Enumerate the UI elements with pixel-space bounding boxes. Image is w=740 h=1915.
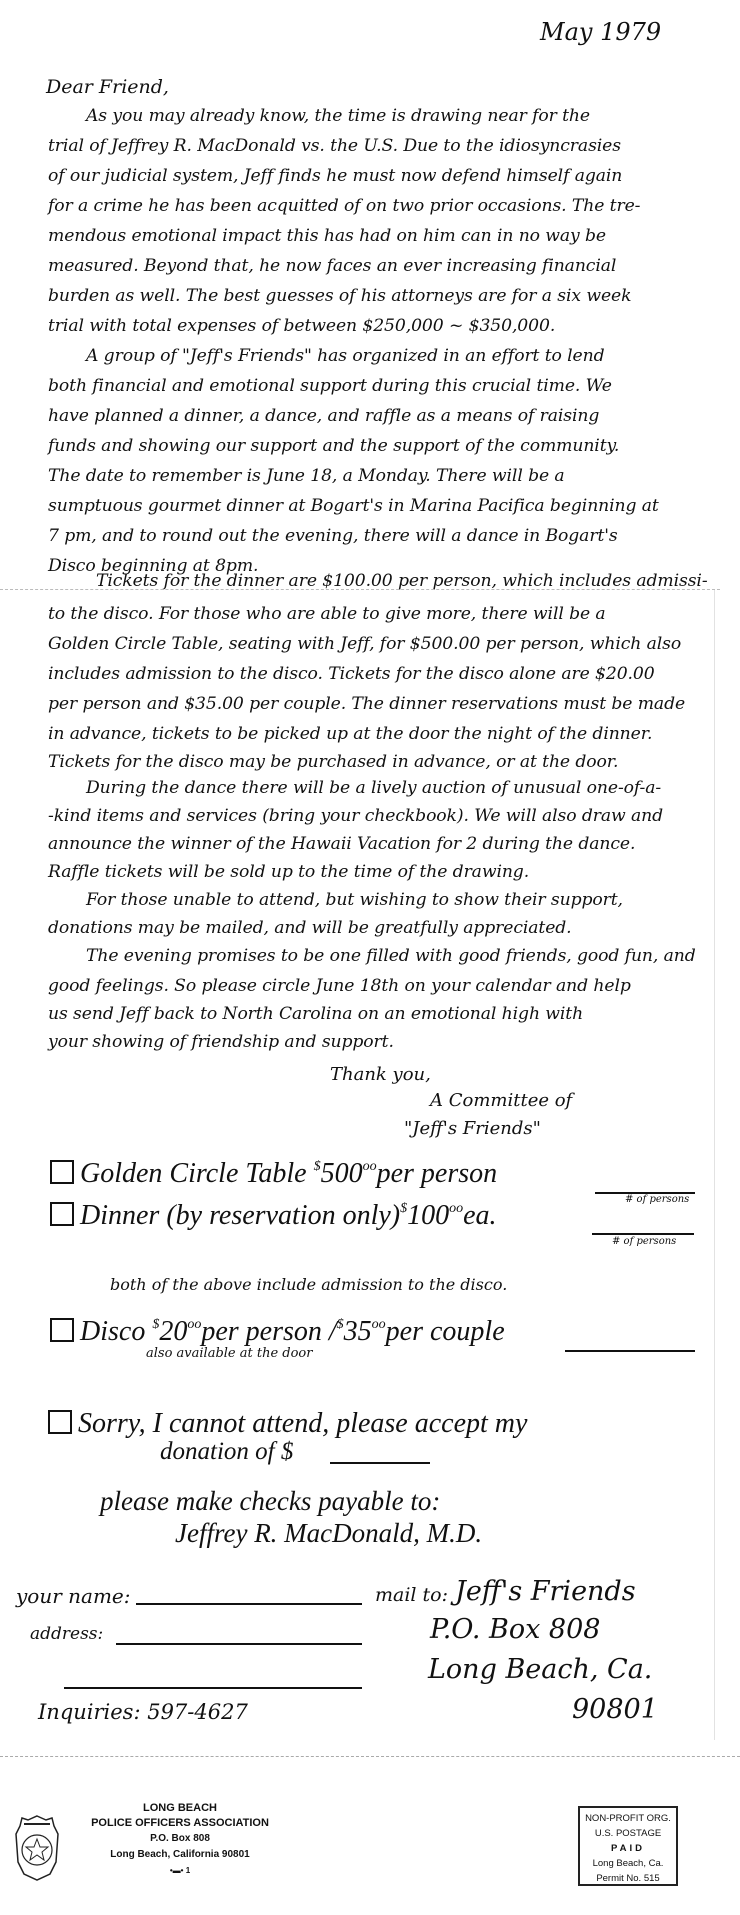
disco-price-person: 20 — [159, 1316, 188, 1347]
letter-line: trial of Jeffrey R. MacDonald vs. the U.S. Due to the idiosyncrasies — [48, 136, 621, 156]
inquiries-phone: Inquiries: 597-4627 — [38, 1700, 248, 1724]
letter-line: trial with total expenses of between $250,000 ~ $350,000. — [48, 316, 556, 336]
address-label: address: — [30, 1624, 104, 1644]
letter-line: -kind items and services (bring your checkbook). We will also draw and — [48, 806, 664, 826]
org-name-line2: POLICE OFFICERS ASSOCIATION — [91, 1817, 269, 1829]
closing-committee: A Committee of — [430, 1090, 573, 1111]
letter-line: Raffle tickets will be sold up to the time of the drawing. — [48, 862, 530, 882]
cents: oo — [362, 1159, 377, 1174]
dinner-unit: ea. — [463, 1200, 497, 1231]
dinner-option[interactable] — [50, 1200, 497, 1232]
mail-to-box: P.O. Box 808 — [430, 1614, 601, 1645]
letter-line: announce the winner of the Hawaii Vacation for 2 during the dance. — [48, 834, 636, 854]
letter-line: us send Jeff back to North Carolina on an emotional high with — [48, 1004, 584, 1024]
letter-line: For those unable to attend, but wishing to show their support, — [86, 890, 623, 910]
disco-price-couple: 35 — [343, 1316, 372, 1347]
letter-line: to the disco. For those who are able to give more, there will be a — [48, 604, 606, 624]
dinner-persons-caption: # of persons — [612, 1236, 677, 1247]
letter-line: your showing of friendship and support. — [48, 1032, 394, 1052]
address-field-1[interactable] — [116, 1643, 362, 1645]
disco-option[interactable] — [50, 1316, 505, 1348]
letter-line: A group of "Jeff's Friends" has organized in an effort to lend — [86, 346, 605, 366]
letter-line: good feelings. So please circle June 18th on your calendar and help — [48, 976, 631, 996]
closing-thanks: Thank you, — [330, 1064, 431, 1085]
letter-line: mendous emotional impact this has had on him can in no way be — [48, 226, 606, 246]
donation-amount-label: donation of $ — [160, 1438, 294, 1465]
letter-line: Disco beginning at 8pm. — [48, 556, 259, 576]
cents: oo — [187, 1317, 202, 1332]
golden-circle-persons-caption: # of persons — [625, 1194, 690, 1205]
salutation: Dear Friend, — [46, 76, 169, 98]
golden-circle-unit: per person — [376, 1158, 498, 1189]
permit-line: U.S. POSTAGE — [594, 1828, 662, 1839]
letter-line: donations may be mailed, and will be greatfully appreciated. — [48, 918, 572, 938]
org-address-box: P.O. Box 808 — [150, 1833, 210, 1844]
payable-to-label: please make checks payable to: — [100, 1486, 441, 1516]
mail-to-city: Long Beach, Ca. — [428, 1654, 653, 1685]
both-above-note: both of the above include admission to the disco. — [110, 1275, 508, 1294]
police-badge-icon — [14, 1814, 60, 1882]
disco-checkbox[interactable] — [50, 1318, 74, 1342]
letter-line: Tickets for the disco may be purchased in advance, or at the door. — [48, 752, 619, 772]
golden-circle-price: 500 — [320, 1158, 363, 1189]
golden-circle-option[interactable] — [50, 1158, 497, 1190]
mail-to-name: Jeff's Friends — [455, 1576, 636, 1607]
permit-paid: PAID — [611, 1843, 645, 1854]
mail-to-label: mail to: — [375, 1584, 449, 1606]
dollar-sign: $ — [400, 1201, 408, 1216]
disco-quantity-field[interactable] — [565, 1350, 695, 1352]
mail-to-zip: 90801 — [572, 1694, 658, 1725]
letter-line: Tickets for the dinner are $100.00 per person, which includes admissi- — [96, 571, 708, 591]
disco-label: Disco — [80, 1316, 146, 1347]
dinner-checkbox[interactable] — [50, 1202, 74, 1226]
page-edge — [714, 590, 715, 1740]
dinner-persons-field[interactable] — [592, 1233, 694, 1235]
letter-line: As you may already know, the time is drawing near for the — [86, 106, 590, 126]
payee-name: Jeffrey R. MacDonald, M.D. — [175, 1518, 483, 1548]
disco-unit-couple: per couple — [385, 1316, 505, 1347]
golden-circle-label: Golden Circle Table — [80, 1158, 307, 1189]
letter-date: May 1979 — [540, 18, 662, 46]
letter-line: burden as well. The best guesses of his attorneys are for a six week — [48, 286, 632, 306]
letter-line: Golden Circle Table, seating with Jeff, for $500.00 per person, which also — [48, 634, 682, 654]
your-name-field[interactable] — [136, 1603, 362, 1605]
letter-line: in advance, tickets to be picked up at the door the night of the dinner. — [48, 724, 653, 744]
letter-line: have planned a dinner, a dance, and raffle as a means of raising — [48, 406, 600, 426]
letter-line: The evening promises to be one filled with good friends, good fun, and — [86, 946, 696, 966]
closing-signature: "Jeff's Friends" — [404, 1118, 541, 1139]
donation-label: Sorry, I cannot attend, please accept my — [78, 1408, 528, 1439]
permit-line: Long Beach, Ca. — [592, 1858, 664, 1869]
postage-permit-box — [578, 1806, 678, 1886]
org-address-city: Long Beach, California 90801 — [110, 1849, 250, 1860]
letter-line: both financial and emotional support during this crucial time. We — [48, 376, 612, 396]
letter-line: includes admission to the disco. Tickets for the disco alone are $20.00 — [48, 664, 655, 684]
dinner-price: 100 — [407, 1200, 450, 1231]
dollar-sign: $ — [336, 1317, 344, 1332]
letter-line: for a crime he has been acquitted of on two prior occasions. The tre- — [48, 196, 641, 216]
disco-unit-person: per person / — [201, 1316, 337, 1347]
donation-amount-field[interactable] — [330, 1462, 430, 1464]
golden-circle-checkbox[interactable] — [50, 1160, 74, 1184]
donation-checkbox[interactable] — [48, 1410, 72, 1434]
letter-line: During the dance there will be a lively auction of unusual one-of-a- — [86, 778, 662, 798]
dollar-sign: $ — [152, 1317, 160, 1332]
donation-option[interactable] — [48, 1408, 527, 1440]
return-address — [80, 1801, 280, 1878]
your-name-label: your name: — [16, 1584, 131, 1608]
dinner-label: Dinner (by reservation only) — [80, 1200, 401, 1231]
permit-number: Permit No. 515 — [596, 1873, 660, 1884]
letter-line: sumptuous gourmet dinner at Bogart's in Marina Pacifica beginning at — [48, 496, 659, 516]
address-field-2[interactable] — [64, 1687, 362, 1689]
letter-line: of our judicial system, Jeff finds he must now defend himself again — [48, 166, 623, 186]
cents: oo — [371, 1317, 386, 1332]
envelope-fold-line — [0, 1756, 740, 1757]
letter-line: measured. Beyond that, he now faces an ever increasing financial — [48, 256, 617, 276]
letter-line: funds and showing our support and the support of the community. — [48, 436, 620, 456]
union-bug-number: 1 — [185, 1866, 191, 1875]
letter-line: The date to remember is June 18, a Monday. There will be a — [48, 466, 565, 486]
dollar-sign: $ — [313, 1159, 321, 1174]
disco-door-note: also available at the door — [146, 1346, 313, 1361]
cents: oo — [449, 1201, 464, 1216]
letter-line: 7 pm, and to round out the evening, there will a dance in Bogart's — [48, 526, 618, 546]
letter-line: per person and $35.00 per couple. The dinner reservations must be made — [48, 694, 686, 714]
permit-line: NON-PROFIT ORG. — [585, 1813, 671, 1824]
org-name-line1: LONG BEACH — [143, 1802, 217, 1814]
union-bug-icon: •▬• 1 — [169, 1866, 191, 1875]
fold-line — [0, 589, 720, 590]
